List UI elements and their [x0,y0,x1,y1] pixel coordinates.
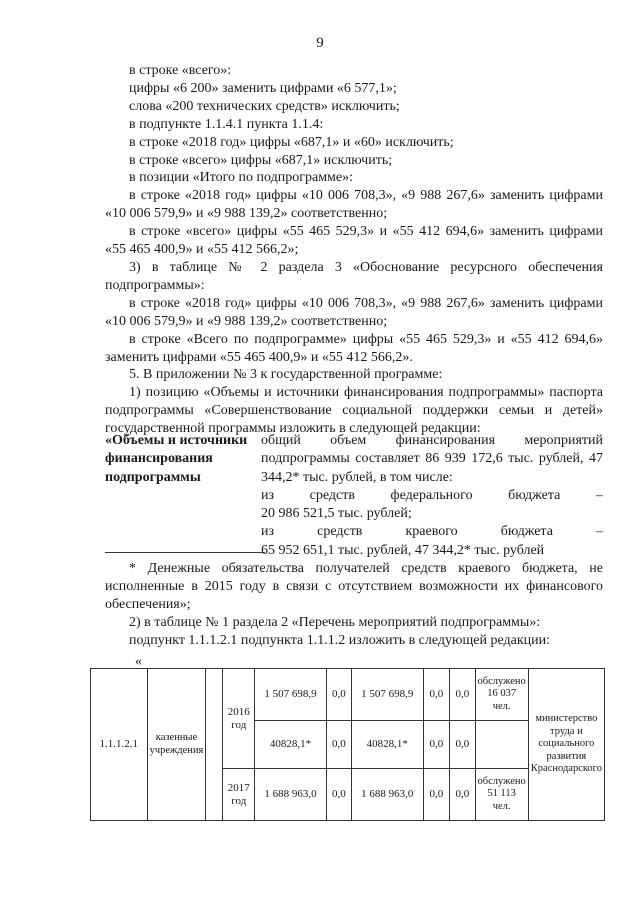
paragraph: в подпункте 1.1.4.1 пункта 1.1.4: [129,116,324,132]
paragraph: цифры «6 200» заменить цифрами «6 577,1»; [129,80,397,96]
regional-cell: 40828,1* [352,721,424,769]
result-cell: обслужено 16 037 чел. [475,669,528,721]
year-cell: 2017 год [223,769,255,821]
other-cell: 0,0 [450,721,475,769]
executor-cell: казенные учреждения [147,669,206,821]
paragraph: 5. В приложении № 3 к государственной программе: [129,367,443,383]
result-cell [475,721,528,769]
paragraph: подпункт 1.1.1.2.1 подпункта 1.1.1.2 изложить в следующей редакции: [129,632,551,648]
federal-cell: 0,0 [326,669,351,721]
paragraph: в строке «Всего по подпрограмме» цифры «55 465 529,3» и «55 412 694,6» заменить цифрами «55 465 400,9» и «55 412 566,2». [105,331,603,365]
municipal-cell: 0,0 [423,721,450,769]
passport-total: общий объем финансирования мероприятий подпрограммы составляет 86 939 172,6 тыс. рублей, 47 344,2* тыс. рублей, в том числе: [261,433,603,485]
paragraph: в строке «2018 год» цифры «687,1» и «60» исключить; [129,134,454,150]
other-cell: 0,0 [450,669,475,721]
paragraph: в строке «всего»: [129,63,232,78]
paragraph: в позиции «Итого по подпрограмме»: [129,170,354,186]
other-cell: 0,0 [450,769,475,821]
footnote-and-text [105,560,603,650]
paragraph: в строке «2018 год» цифры «10 006 708,3», «9 988 267,6» заменить цифрами «10 006 579,9» и «9 988 139,2» соответственно; [105,188,603,222]
regional-cell: 1 688 963,0 [352,769,424,821]
measures-table [90,668,605,821]
footnote-divider [105,552,265,553]
paragraph: 1) позицию «Объемы и источники финансирования подпрограммы» паспорта подпрограммы «Совершенствование социальной поддержки семьи и детей» государственной программы изложить в следующей редакции: [105,385,603,437]
passport-regional-amount: 65 952 651,1 тыс. рублей, 47 344,2* тыс. рублей [261,542,545,558]
municipal-cell: 0,0 [423,669,450,721]
paragraph: слова «200 технических средств» исключить; [129,98,400,114]
opening-quote: « [135,654,142,669]
federal-cell: 0,0 [326,721,351,769]
paragraph: 3) в таблице № 2 раздела 3 «Обоснование ресурсного обеспечения подпрограммы»: [105,259,603,293]
passport-federal-line: из средств федерального бюджета – [261,487,603,503]
total-cell: 40828,1* [255,721,327,769]
ministry-cell: министерство труда и социального развития Краснодарского [528,669,604,821]
footnote: * Денежные обязательства получателей средств краевого бюджета, не исполненные в 2015 году в связи с отсутствием возможности их финансового обеспечения»; [105,561,603,612]
federal-cell: 0,0 [326,769,351,821]
municipal-cell: 0,0 [423,769,450,821]
passport-federal-amount: 20 986 521,5 тыс. рублей; [261,506,412,522]
body-text [105,62,603,438]
total-cell: 1 507 698,9 [255,669,327,721]
result-cell: обслужено 51 113 чел. [475,769,528,821]
passport-label: «Объемы и источники финансирования подпрограммы [105,433,248,485]
empty-cell [206,669,223,821]
paragraph: в строке «всего» цифры «687,1» исключить; [129,152,393,168]
paragraph: в строке «2018 год» цифры «10 006 708,3», «9 988 267,6» заменить цифрами «10 006 579,9» и «9 988 139,2» соответственно; [105,295,603,329]
table-row [91,669,605,721]
regional-cell: 1 507 698,9 [352,669,424,721]
passport-content [261,432,603,560]
paragraph: 2) в таблице № 1 раздела 2 «Перечень мероприятий подпрограммы»: [129,614,541,630]
year-cell: 2016 год [223,669,255,769]
page-number: 9 [316,35,324,51]
paragraph: в строке «всего» цифры «55 465 529,3» и «55 412 694,6» заменить цифрами «55 465 400,9» и «55 412 566,2»; [105,224,603,258]
code-cell: 1.1.1.2.1 [91,669,148,821]
passport-regional-line: из средств краевого бюджета – [261,524,603,540]
total-cell: 1 688 963,0 [255,769,327,821]
